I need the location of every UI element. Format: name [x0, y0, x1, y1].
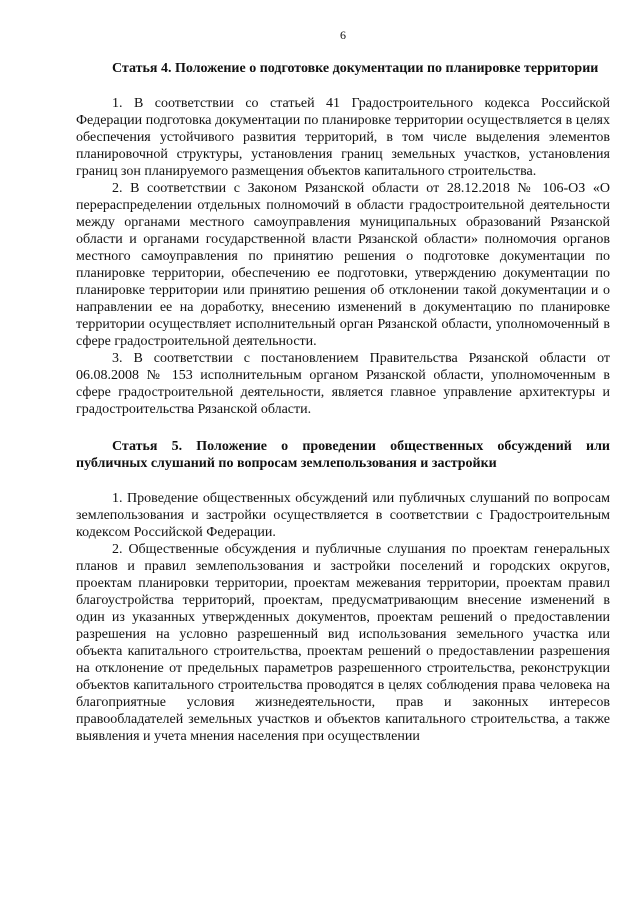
article-5-title: Статья 5. Положение о проведении общественных обсуждений или публичных слушаний по вопросам землепользования и застройки — [76, 439, 610, 471]
article-5-section — [76, 438, 610, 745]
article-5-paragraph-1: 1. Проведение общественных обсуждений или публичных слушаний по вопросам землепользования и застройки осуществляется в соответствии с Градостроительным кодексом Российской Федерации. — [76, 491, 610, 540]
article-5-paragraph-2: 2. Общественные обсуждения и публичные слушания по проектам генеральных планов и правил землепользования и застройки поселений и городских округов, проектам планировки территории, проектам межевания территории, проектам правил благоустройства территорий, проектам, предусматривающим внесение изменений в один из указанных утвержденных документов, проектам решений о предоставлении разрешения на условно разрешенный вид использования земельного участка или объекта капитального строительства, проектам решений о предоставлении разрешения на отклонение от предельных параметров разрешенного строительства, реконструкции объектов капитального строительства проводятся в целях соблюдения права человека на благоприятные условия жизнедеятельности, прав и законных интересов правообладателей земельных участков и объектов капитального строительства, а также выявления и учета мнения населения при осуществлении — [76, 542, 610, 744]
page-number: 6 — [340, 28, 346, 42]
article-4-paragraph-1: 1. В соответствии со статьей 41 Градостроительного кодекса Российской Федерации подготовка документации по планировке территории осуществляется в целях обеспечения устойчивого развития территорий, в том числе выделения элементов планировочной структуры, установления границ земельных участков, установления границ зон планируемого размещения объектов капитального строительства. — [76, 96, 610, 179]
article-4-title: Статья 4. Положение о подготовке документации по планировке территории — [112, 61, 599, 76]
article-4-section — [76, 60, 610, 418]
article-4-paragraph-3: 3. В соответствии с постановлением Правительства Рязанской области от 06.08.2008 № 153 исполнительным органом Рязанской области, уполномоченным в сфере градостроительной деятельности, является главное управление архитектуры и градостроительства Рязанской области. — [76, 351, 610, 417]
article-4-paragraph-2: 2. В соответствии с Законом Рязанской области от 28.12.2018 № 106-ОЗ «О перераспределении отдельных полномочий в области градостроительной деятельности между органами местного самоуправления муниципальных образований Рязанской области и органами государственной власти Рязанской области» полномочия органов местного самоуправления по принятию решения о подготовке документации по планировке территории, обеспечению ее подготовки, утверждению документации по планировке территории или принятию решения об отклонении такой документации и о направлении ее на доработку, внесению изменений в документацию по планировке территории осуществляет исполнительный орган Рязанской области, уполномоченный в сфере градостроительной деятельности. — [76, 181, 610, 349]
